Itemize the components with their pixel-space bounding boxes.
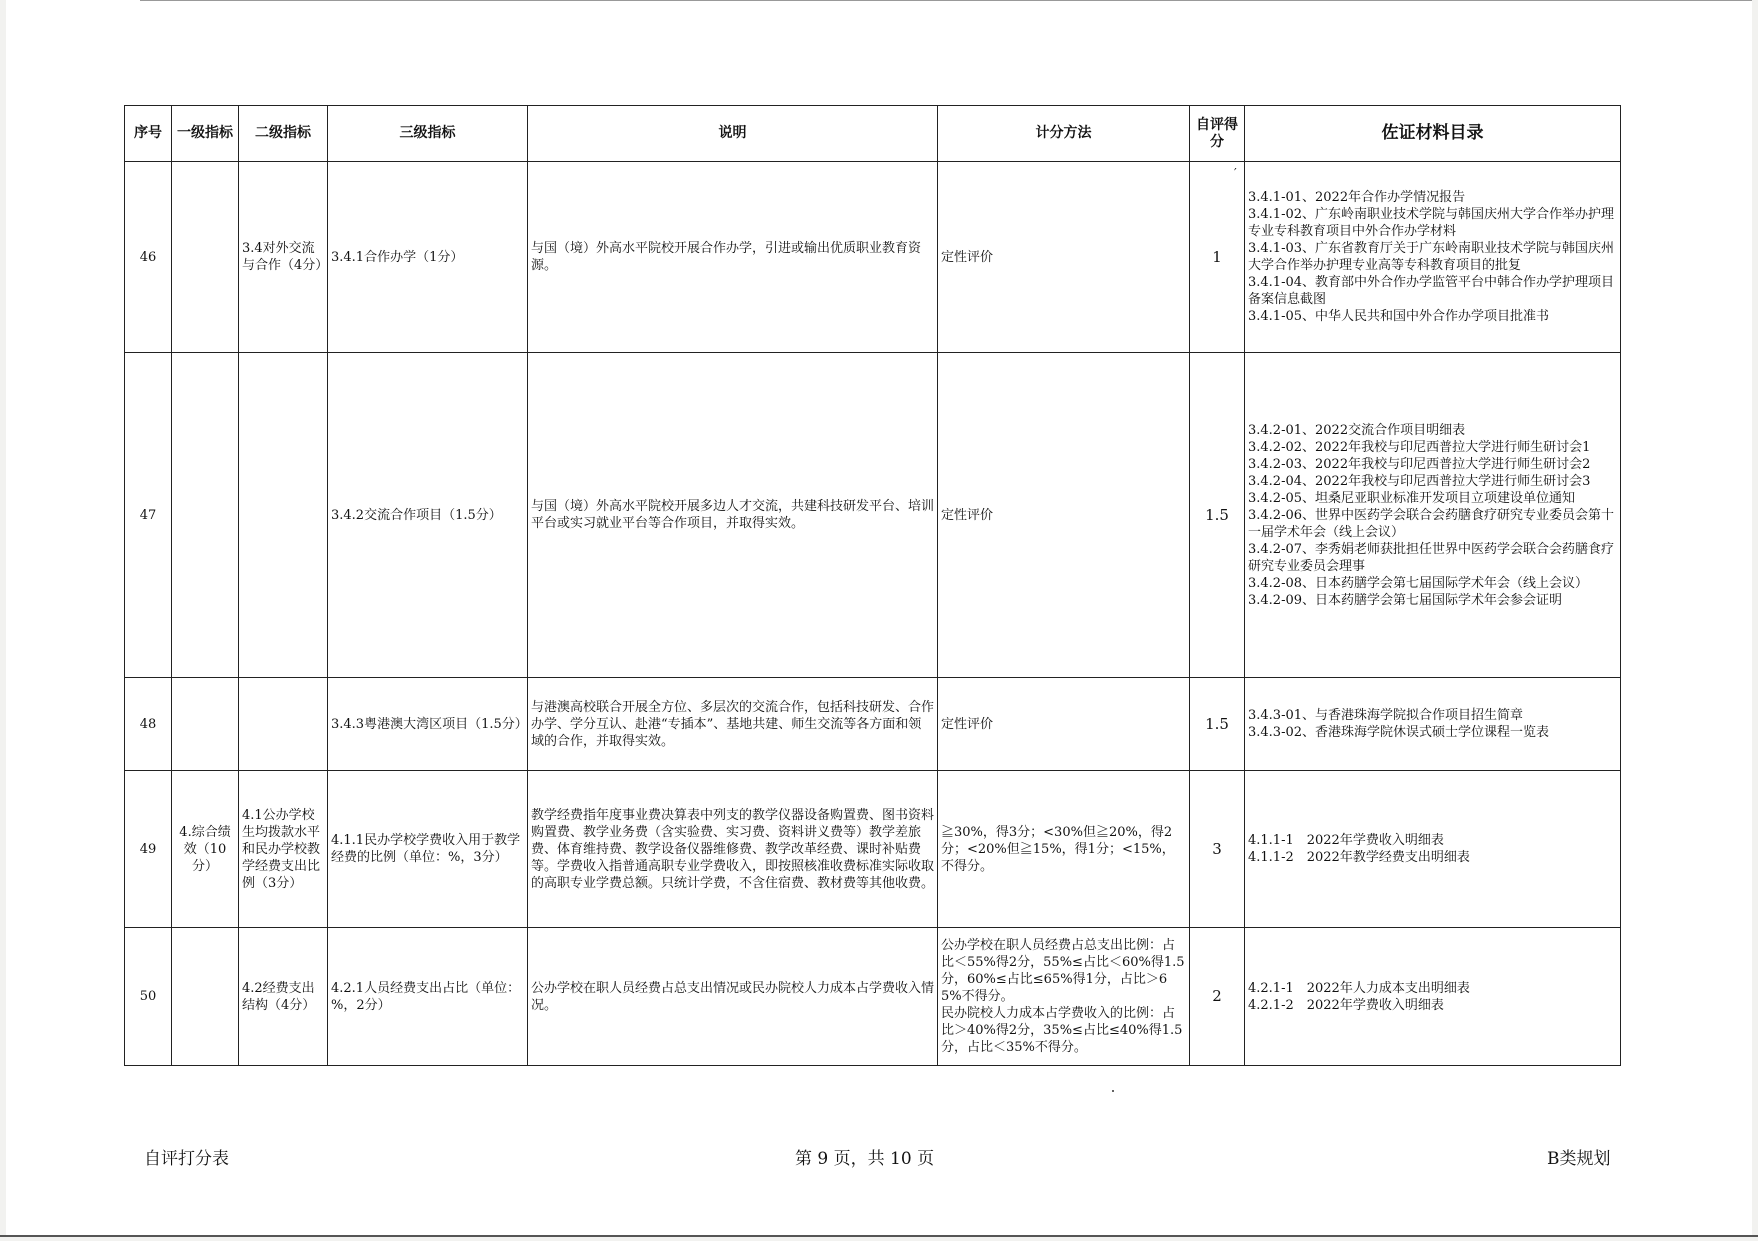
cell-description: 教学经费指年度事业费决算表中列支的教学仪器设备购置费、图书资料购置费、教学业务费（含实验费、实习费、资料讲义费等）教学差旅费、体育维持费、教学设备仪器维修费、教学改革经费、课时补贴费等。学费收入指普通高职专业学费收入，即按照核准收费标准实际收取的高职专业学费总额。只统计学费，不含住宿费、教材费等其他收费。 [528, 771, 938, 928]
cell-level2: 3.4对外交流与合作（4分） [239, 162, 328, 353]
header-seq: 序号 [125, 106, 172, 162]
cell-seq: 46 [125, 162, 172, 353]
header-level2: 二级指标 [239, 106, 328, 162]
material-item: 3.4.2-06、世界中医药学会联合会药膳食疗研究专业委员会第十一届学术年会（线上会议） [1248, 507, 1615, 540]
material-item: 3.4.2-08、日本药膳学会第七届国际学术年会（线上会议） [1248, 575, 1589, 591]
material-item: 3.4.2-02、2022年我校与印尼西普拉大学进行师生研讨会1 [1248, 439, 1591, 455]
header-method: 计分方法 [938, 106, 1190, 162]
cell-level2: 4.1公办学校生均拨款水平和民办学校教学经费支出比例（3分） [239, 771, 328, 928]
table-row [125, 928, 1621, 1066]
header-level3: 三级指标 [328, 106, 528, 162]
cell-self-score: 1 [1190, 162, 1245, 353]
material-item: 3.4.2-09、日本药膳学会第七届国际学术年会参会证明 [1248, 592, 1563, 608]
header-level1: 一级指标 [172, 106, 239, 162]
cell-method [938, 928, 1190, 1066]
page-number: 第 9 页，共 10 页 [795, 1149, 935, 1169]
footer-title: 自评打分表 [144, 1149, 229, 1169]
material-item: 4.2.1-1 2022年人力成本支出明细表 [1248, 980, 1470, 996]
table-row [125, 162, 1621, 353]
material-item: 4.2.1-2 2022年学费收入明细表 [1248, 997, 1444, 1013]
cell-description: 与港澳高校联合开展全方位、多层次的交流合作，包括科技研发、合作办学、学分互认、赴港“专插本”、基地共建、师生交流等各方面和领域的合作，并取得实效。 [528, 678, 938, 771]
cell-self-score: 2 [1190, 928, 1245, 1066]
cell-seq: 50 [125, 928, 172, 1066]
cell-self-score: 1.5 [1190, 353, 1245, 678]
cell-materials [1245, 928, 1621, 1066]
material-item: 3.4.2-05、坦桑尼亚职业标准开发项目立项建设单位通知 [1248, 490, 1576, 506]
cell-level3: 3.4.3粤港澳大湾区项目（1.5分） [328, 678, 528, 771]
cell-self-score: 1.5 [1190, 678, 1245, 771]
cell-level1 [172, 678, 239, 771]
cell-method [938, 771, 1190, 928]
method-line: 民办院校人力成本占学费收入的比例：占比＞40%得2分，35%≤占比≤40%得1.5分，占比＜35%不得分。 [941, 1006, 1183, 1055]
cell-level3: 3.4.1合作办学（1分） [328, 162, 528, 353]
table-row [125, 678, 1621, 771]
cell-level1: 4.综合绩效（10分） [172, 771, 239, 928]
material-item: 4.1.1-2 2022年教学经费支出明细表 [1248, 850, 1470, 865]
cell-materials [1245, 162, 1621, 353]
material-item: 3.4.1-05、中华人民共和国中外合作办学项目批准书 [1248, 309, 1550, 324]
material-item: 3.4.3-02、香港珠海学院休误式硕士学位课程一览表 [1248, 725, 1550, 740]
material-item: 3.4.1-04、教育部中外合作办学监管平台中韩合作办学护理项目备案信息截图 [1248, 275, 1615, 307]
cell-level2 [239, 678, 328, 771]
cell-description: 与国（境）外高水平院校开展多边人才交流，共建科技研发平台、培训平台或实习就业平台等合作项目，并取得实效。 [528, 353, 938, 678]
material-item: 3.4.1-01、2022年合作办学情况报告 [1248, 190, 1466, 205]
tick-mark: ′ [1234, 166, 1237, 180]
cell-level2 [239, 353, 328, 678]
method-line: 公办学校在职人员经费占总支出比例：占比＜55%得2分，55%≤占比＜60%得1.5分，60%≤占比≤65%得1分，占比＞65%不得分。 [941, 938, 1185, 1004]
cell-seq: 49 [125, 771, 172, 928]
material-item: 4.1.1-1 2022年学费收入明细表 [1248, 833, 1444, 848]
cell-description: 公办学校在职人员经费占总支出情况或民办院校人力成本占学费收入情况。 [528, 928, 938, 1066]
cell-description: 与国（境）外高水平院校开展合作办学，引进或输出优质职业教育资源。 [528, 162, 938, 353]
cell-materials [1245, 771, 1621, 928]
material-item: 3.4.1-03、广东省教育厅关于广东岭南职业技术学院与韩国庆州大学合作举办护理专业高等专科教育项目的批复 [1248, 241, 1615, 273]
cell-level1 [172, 353, 239, 678]
header-materials: 佐证材料目录 [1245, 106, 1621, 162]
method-line: 定性评价 [941, 716, 994, 732]
cell-materials [1245, 678, 1621, 771]
cell-level3: 4.1.1民办学校学费收入用于教学经费的比例（单位：%，3分） [328, 771, 528, 928]
material-item: 3.4.2-01、2022交流合作项目明细表 [1248, 422, 1466, 438]
header-row [125, 106, 1621, 162]
table-row [125, 353, 1621, 678]
header-description: 说明 [528, 106, 938, 162]
method-line: 定性评价 [941, 507, 994, 523]
footer-category: B类规划 [1547, 1149, 1611, 1169]
cell-level2: 4.2经费支出结构（4分） [239, 928, 328, 1066]
cell-level1 [172, 162, 239, 353]
cell-seq: 48 [125, 678, 172, 771]
score-table [124, 105, 1621, 1066]
cell-self-score: 3 [1190, 771, 1245, 928]
cell-level3: 4.2.1人员经费支出占比（单位：%，2分） [328, 928, 528, 1066]
material-item: 3.4.1-02、广东岭南职业技术学院与韩国庆州大学合作举办护理专业专科教育项目中外合作办学材料 [1248, 207, 1615, 239]
cell-method [938, 678, 1190, 771]
cell-method [938, 353, 1190, 678]
stray-dot [1112, 1090, 1114, 1092]
top-rule [140, 0, 1752, 1]
cell-method [938, 162, 1190, 353]
cell-seq: 47 [125, 353, 172, 678]
bottom-rule [0, 1235, 1758, 1237]
cell-level3: 3.4.2交流合作项目（1.5分） [328, 353, 528, 678]
table-row [125, 771, 1621, 928]
header-self-score: 自评得分 [1190, 106, 1245, 162]
cell-level1 [172, 928, 239, 1066]
method-line: ≧30%，得3分；<30%但≧20%，得2分；<20%但≧15%，得1分；<15%，不得分。 [941, 824, 1175, 874]
material-item: 3.4.2-04、2022年我校与印尼西普拉大学进行师生研讨会3 [1248, 473, 1591, 489]
method-line: 定性评价 [941, 249, 994, 265]
material-item: 3.4.2-03、2022年我校与印尼西普拉大学进行师生研讨会2 [1248, 456, 1591, 472]
material-item: 3.4.2-07、李秀娟老师获批担任世界中医药学会联合会药膳食疗研究专业委员会理事 [1248, 541, 1615, 574]
cell-materials [1245, 353, 1621, 678]
material-item: 3.4.3-01、与香港珠海学院拟合作项目招生简章 [1248, 708, 1524, 723]
